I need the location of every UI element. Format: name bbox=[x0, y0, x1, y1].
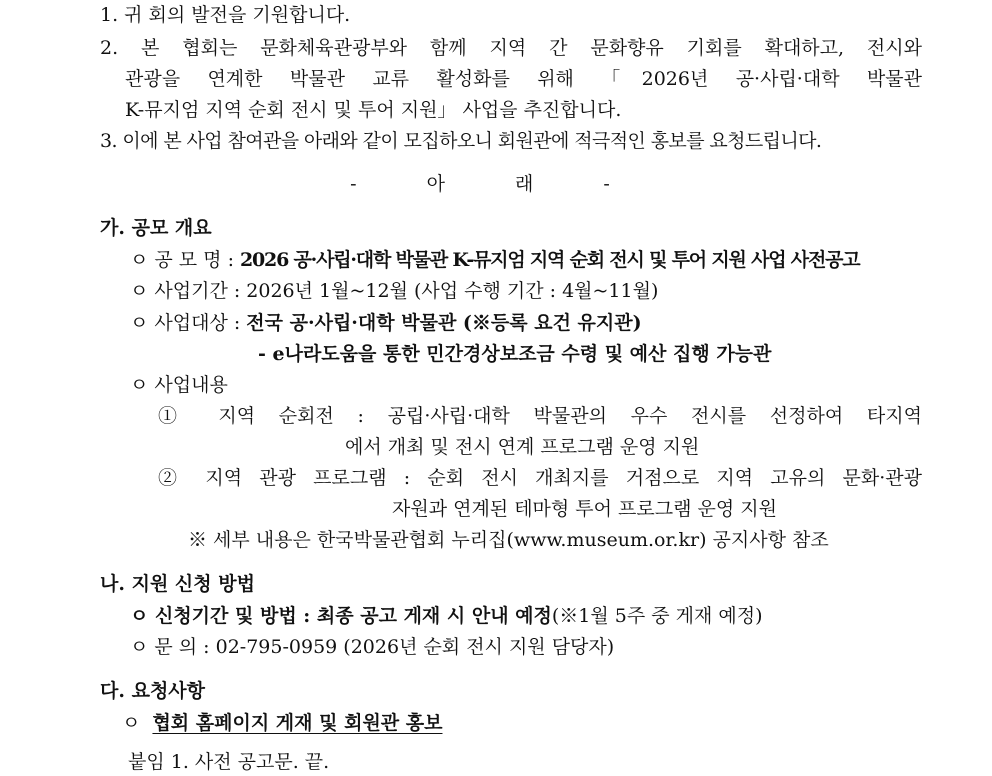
ga-name-label: ㅇ 공 모 명 : bbox=[130, 249, 241, 271]
ga-target-label: ㅇ 사업대상 : bbox=[130, 312, 247, 334]
da-request-text: 협회 홈페이지 게재 및 회원관 홍보 bbox=[152, 712, 443, 734]
da-bullet-glyph: ㅇ bbox=[122, 712, 141, 734]
ga-target-sub: - e나라도움을 통한 민간경상보조금 수령 및 예산 집행 가능관 bbox=[258, 343, 772, 365]
na-apply-bold: ㅇ 신청기간 및 방법 : 최종 공고 게재 시 안내 예정 bbox=[130, 605, 552, 627]
section-da-heading: 다. 요청사항 bbox=[100, 680, 205, 702]
ga-bullet-period: ㅇ 사업기간 : 2026년 1월~12월 (사업 수행 기간 : 4월~11월) bbox=[130, 280, 659, 302]
ga-bullet-content: ㅇ 사업내용 bbox=[130, 374, 228, 396]
na-bullet-apply bbox=[130, 603, 763, 629]
na-apply-rest: (※1월 5주 중 게재 예정) bbox=[551, 605, 763, 627]
ga-content-1-line-1: ① 지역 순회전 : 공립·사립·대학 박물관의 우수 전시를 선정하여 타지역 bbox=[158, 405, 922, 427]
da-bullet-request bbox=[122, 710, 442, 736]
intro-item-2-line-3: K-뮤지엄 지역 순회 전시 및 투어 지원」 사업을 추진합니다. bbox=[125, 99, 622, 121]
ga-name-value: 2026 공·사립·대학 박물관 K-뮤지엄 지역 순회 전시 및 투어 지원 사업 사전공고 bbox=[240, 249, 860, 271]
ga-bullet-name bbox=[130, 247, 859, 273]
intro-item-2-line-1: 2. 본 협회는 문화체육관광부와 함께 지역 간 문화향유 기회를 확대하고, 전시와 bbox=[100, 37, 922, 59]
ga-content-2-line-2: 자원과 연계된 테마형 투어 프로그램 운영 지원 bbox=[392, 498, 777, 520]
na-bullet-contact: ㅇ 문 의 : 02-795-0959 (2026년 순회 전시 지원 담당자) bbox=[130, 636, 615, 658]
ga-note: ※ 세부 내용은 한국박물관협회 누리집(www.museum.or.kr) 공지사항 참조 bbox=[188, 529, 829, 551]
below-heading: - 아 래 - bbox=[350, 173, 642, 195]
intro-item-2-line-2: 관광을 연계한 박물관 교류 활성화를 위해 「2026년 공·사립·대학 박물관 bbox=[125, 68, 922, 90]
attachment-line: 붙임 1. 사전 공고문. 끝. bbox=[128, 751, 330, 773]
ga-content-1-line-2: 에서 개최 및 전시 연계 프로그램 운영 지원 bbox=[345, 436, 700, 458]
ga-content-2-line-1: ② 지역 관광 프로그램 : 순회 전시 개최지를 거점으로 지역 고유의 문화·관광 bbox=[158, 467, 922, 489]
ga-bullet-target bbox=[130, 310, 642, 336]
section-ga-heading: 가. 공모 개요 bbox=[100, 217, 212, 239]
section-na-heading: 나. 지원 신청 방법 bbox=[100, 573, 255, 595]
intro-item-3: 3. 이에 본 사업 참여관을 아래와 같이 모집하오니 회원관에 적극적인 홍보를 요청드립니다. bbox=[100, 130, 822, 152]
intro-item-1: 1. 귀 회의 발전을 기원합니다. bbox=[100, 4, 351, 26]
ga-target-value: 전국 공·사립·대학 박물관 (※등록 요건 유지관) bbox=[246, 312, 642, 334]
